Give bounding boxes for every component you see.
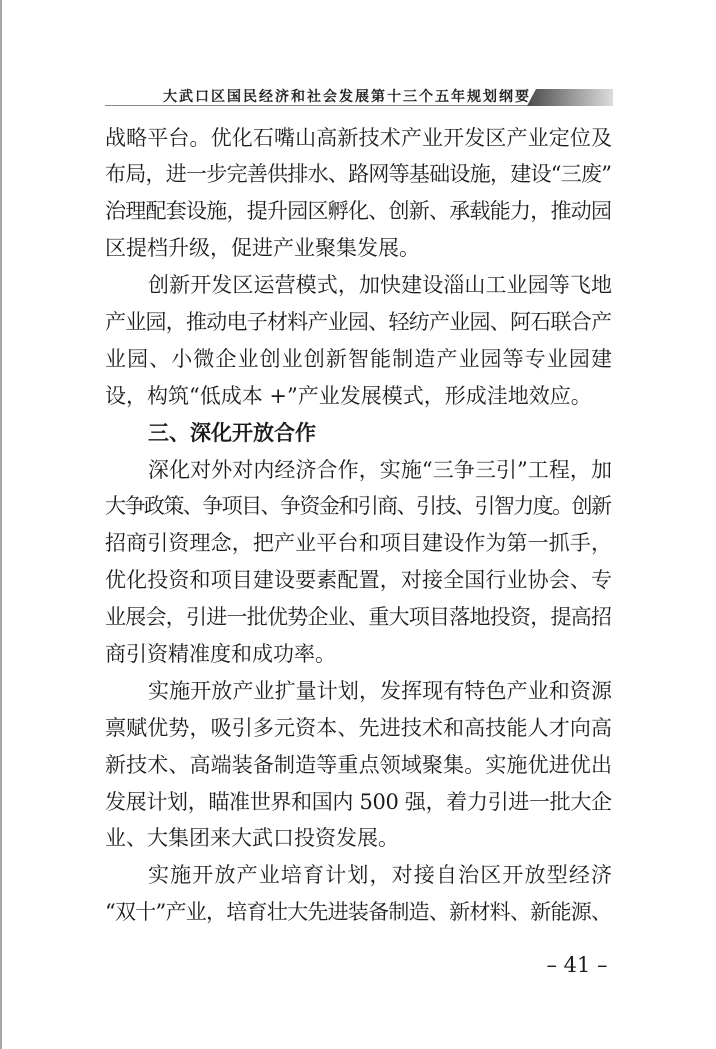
body-text	[105, 120, 612, 932]
text-line: 大争政策、争项目、争资金和引商、引技、引智力度。创新	[105, 494, 611, 519]
text-line: 实施开放产业扩量计划，发挥现有特色产业和资源	[148, 678, 613, 703]
paragraph	[105, 452, 612, 673]
paragraph	[105, 120, 612, 268]
text-line: 优化投资和项目建设要素配置，对接全国行业协会、专	[105, 568, 613, 593]
text-line: 实施开放产业培育计划，对接自治区开放型经济	[148, 863, 614, 888]
text-line: 商引资精准度和成功率。	[105, 641, 336, 666]
text-line: 产业园，推动电子材料产业园、轻纺产业园、阿石联合产	[105, 309, 612, 334]
text-line: 创新开发区运营模式，加快建设淄山工业园等飞地	[148, 273, 613, 298]
text-line: 发展计划，瞄准世界和国内 500 强，着力引进一批大企	[105, 789, 612, 814]
text-line: 设，构筑“低成本 +”产业发展模式，形成洼地效应。	[105, 383, 592, 408]
text-line: 业展会，引进一批优势企业、重大项目落地投资，提高招	[105, 605, 612, 630]
section-heading: 三、深化开放合作	[148, 420, 316, 445]
text-line: 招商引资理念，把产业平台和项目建设作为第一抓手，	[105, 531, 613, 556]
paragraph	[105, 267, 612, 415]
text-line: 深化对外对内经济合作，实施“三争三引”工程，加	[148, 457, 613, 482]
running-header-title: 大武口区国民经济和社会发展第十三个五年规划纲要	[163, 89, 531, 105]
text-line: 新技术、高端装备制造等重点领域聚集。实施优进优出	[105, 752, 613, 777]
page-edge	[0, 0, 2, 1049]
text-line: “双十”产业，培育壮大先进装备制造、新材料、新能源、	[105, 900, 612, 925]
text-line: 战略平台。优化石嘴山高新技术产业开发区产业定位及	[105, 125, 613, 150]
text-line: 业、大集团来大武口投资发展。	[105, 826, 399, 851]
page-number: – 41 –	[546, 953, 608, 977]
text-line: 治理配套设施，提升园区孵化、创新、承载能力，推动园	[105, 199, 612, 224]
text-line: 布局，进一步完善供排水、路网等基础设施，建设“三废”	[105, 162, 612, 187]
text-line: 业园、小微企业创业创新智能制造产业园等专业园建	[105, 346, 614, 371]
text-line: 禀赋优势，吸引多元资本、先进技术和高技能人才向高	[105, 715, 613, 740]
header-decoration-bar	[527, 89, 613, 106]
paragraph	[105, 673, 612, 857]
paragraph	[105, 857, 612, 931]
text-line: 区提档升级，促进产业聚集发展。	[105, 236, 420, 261]
